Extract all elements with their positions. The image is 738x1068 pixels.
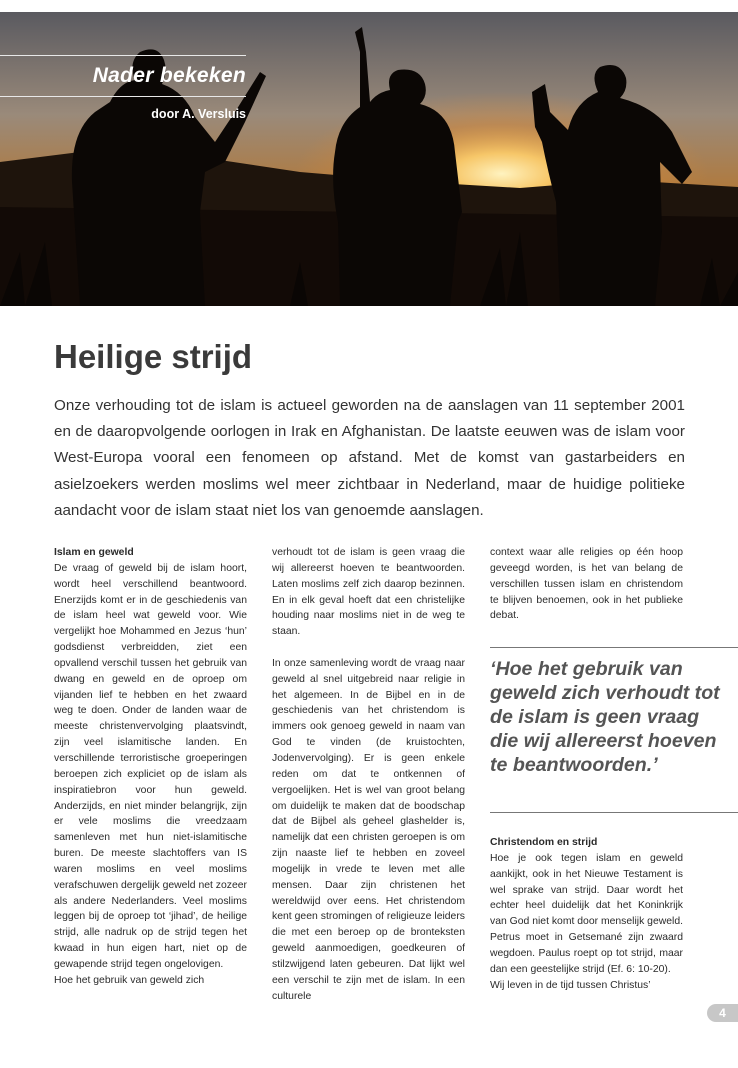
column-1-tail: Hoe het gebruik van geweld zich [54,974,205,986]
column-3-paragraph-2: Hoe je ook tegen islam en geweld aankijkt, ook in het Nieuwe Testament is wel sprake van strijd. Daar wordt het echter heel duidelijk dat het Koninkrijk van God niet komt door menselijk geweld. Petrus moet in Getsemané zijn zwaard wegdoen. Paulus roept op tot strijd, maar dan een geestelijke strijd (Ef. 6: 10-20). [490,852,683,975]
column-3-paragraph-1: context waar alle religies op één hoop geveegd worden, is het van belang de verschillen tussen islam en christendom te blijven benoemen, ook in het publieke debat. [490,547,683,622]
column-3-bottom [490,835,683,993]
column-3-tail: Wij leven in de tijd tussen Christus’ [490,979,651,991]
section-heading-islam-en-geweld: Islam en geweld [54,547,134,558]
rubric-top-rule [0,55,246,56]
column-3-top [490,545,683,624]
column-2 [272,545,465,1004]
column-1 [54,545,247,989]
section-rubric: Nader bekeken [92,64,246,87]
pullquote-top-rule [490,647,738,648]
hero-photo [0,12,738,306]
page-number-badge: 4 [707,1004,738,1022]
column-2-paragraph-1: verhoudt tot de islam is geen vraag die wij allereerst hoeven te beantwoorden. Laten moslims zelf zich daarop bezinnen. En in elk geval hoeft dat een christelijke houding naar moslims niet in de weg te staan. [272,547,465,638]
pullquote: ‘Hoe het gebruik van geweld zich verhoudt tot de islam is geen vraag die wij allereerst hoeven te beantwoorden.’ [490,658,720,776]
section-heading-christendom-en-strijd: Christendom en strijd [490,837,598,848]
column-1-body: De vraag of geweld bij de islam hoort, wordt heel verschillend beantwoord. Enerzijds komt er in de geschiedenis van de islam heel wat geweld voor. Wie vergelijkt hoe Mohammed en Jezus ‘hun’ godsdienst verbreidden, ziet een opvallend verschil tussen het gebruik van dwang en geweld en de oproep om vijanden lief te hebben en het zwaard weg te doen. Onder de landen waar de meeste christenvervolging plaatsvindt, zijn veel islamitische landen. En verschillende terroristische groeperingen beroepen zich expliciet op de islam als inspiratiebron voor hun geweld. Anderzijds, en niet minder belangrijk, zijn er vele moslims die vreedzaam samenleven met hun niet-islamitische buren. De meeste slachtoffers van IS waren moslims en veel moslims verafschuwen dergelijk geweld net zozeer als andere Nederlanders. Veel moslims leggen bij de oproep tot ‘jihad’, de heilige strijd, alle nadruk op de strijd tegen het kwaad in hun eigen hart, niet op de gewapende strijd tegen ongelovigen. [54,562,247,970]
article-intro: Onze verhouding tot de islam is actueel geworden na de aanslagen van 11 september 2001 en de daaropvolgende oorlogen in Irak en Afghanistan. De laatste eeuwen was de islam voor West-Europa vooral een fenomeen op afstand. Met de komst van gastarbeiders en asielzoekers werden moslims wel meer zichtbaar in Nederland, maar de huidige politieke aandacht voor de islam staat niet los van genoemde aanslagen. [54,397,685,519]
column-2-paragraph-2: In onze samenleving wordt de vraag naar geweld al snel uitgebreid naar religie in het algemeen. In de Bijbel en in de geschiedenis van het christendom is immers ook genoeg geweld in naam van God te vinden (de kruistochten, Jodenvervolging). Er is geen enkele reden om dat te ontkennen of vergoelijken. Het is wel van groot belang om duidelijk te maken dat de boodschap dat de Bijbel als geheel glashelder is, namelijk dat een christen geroepen is om zijn naaste lief te hebben en zoveel mogelijk in vrede te leven met alle mensen. Daar zijn christenen het wereldwijd over eens. Het christendom kent geen stromingen of religieuze leiders die met een beroep op de bronteksten geweld aanmoedigen, goedkeuren of stilzwijgend laten gebeuren. Dat lijkt wel een verschil te zijn met de islam. In een culturele [272,657,465,1002]
pullquote-bottom-rule [490,812,738,813]
article-title: Heilige strijd [54,338,253,375]
author-byline: door A. Versluis [151,107,246,121]
rubric-bottom-rule [0,96,246,97]
sunset-silhouette-image [0,12,738,306]
